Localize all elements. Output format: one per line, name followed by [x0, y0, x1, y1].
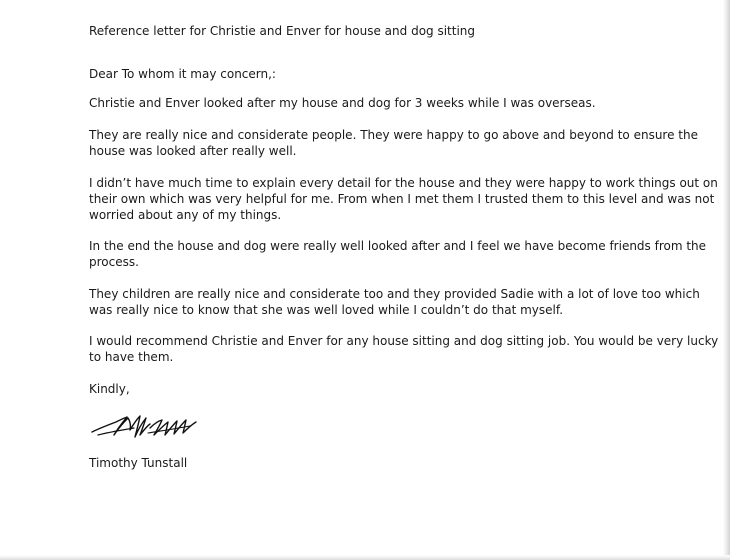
paragraph-1 — [89, 95, 689, 111]
paragraph-4 — [89, 238, 707, 270]
paragraph-line: their own which was very helpful for me. From when I met them I trusted them to this level and was not — [89, 192, 715, 206]
letter-title — [89, 23, 689, 39]
paragraph-line: to have them. — [89, 350, 174, 364]
closing-text: Kindly, — [89, 382, 130, 396]
paragraph-line: They are really nice and considerate people. They were happy to go above and beyond to ensure the — [89, 128, 698, 142]
title-text: Reference letter for Christie and Enver for house and dog sitting — [89, 24, 476, 38]
salutation — [89, 66, 689, 82]
paragraph-line: I would recommend Christie and Enver for any house sitting and dog sitting job. You would be very lucky — [89, 334, 719, 348]
paragraph-2 — [89, 127, 698, 159]
signer-name-text: Timothy Tunstall — [89, 456, 188, 470]
paragraph-line: Christie and Enver looked after my house and dog for 3 weeks while I was overseas. — [89, 96, 596, 110]
paragraph-line: was really nice to know that she was well loved while I couldn’t do that myself. — [89, 303, 564, 317]
paragraph-3 — [89, 175, 718, 223]
page-edge-bottom — [0, 555, 730, 560]
paragraph-line: In the end the house and dog were really well looked after and I feel we have become friends from the — [89, 239, 707, 253]
closing — [89, 381, 689, 397]
paragraph-line: worried about any of my things. — [89, 208, 282, 222]
salutation-text: Dear To whom it may concern,: — [89, 67, 276, 81]
handwritten-signature — [90, 408, 200, 444]
page-edge-right — [723, 0, 730, 560]
paragraph-line: process. — [89, 255, 139, 269]
paragraph-5 — [89, 286, 700, 318]
paragraph-6 — [89, 333, 719, 365]
paragraph-line: house was looked after really well. — [89, 144, 297, 158]
paragraph-line: They children are really nice and considerate too and they provided Sadie with a lot of love too which — [89, 287, 700, 301]
paragraph-line: I didn’t have much time to explain every detail for the house and they were happy to work things out on — [89, 176, 718, 190]
signer-name — [89, 455, 689, 471]
